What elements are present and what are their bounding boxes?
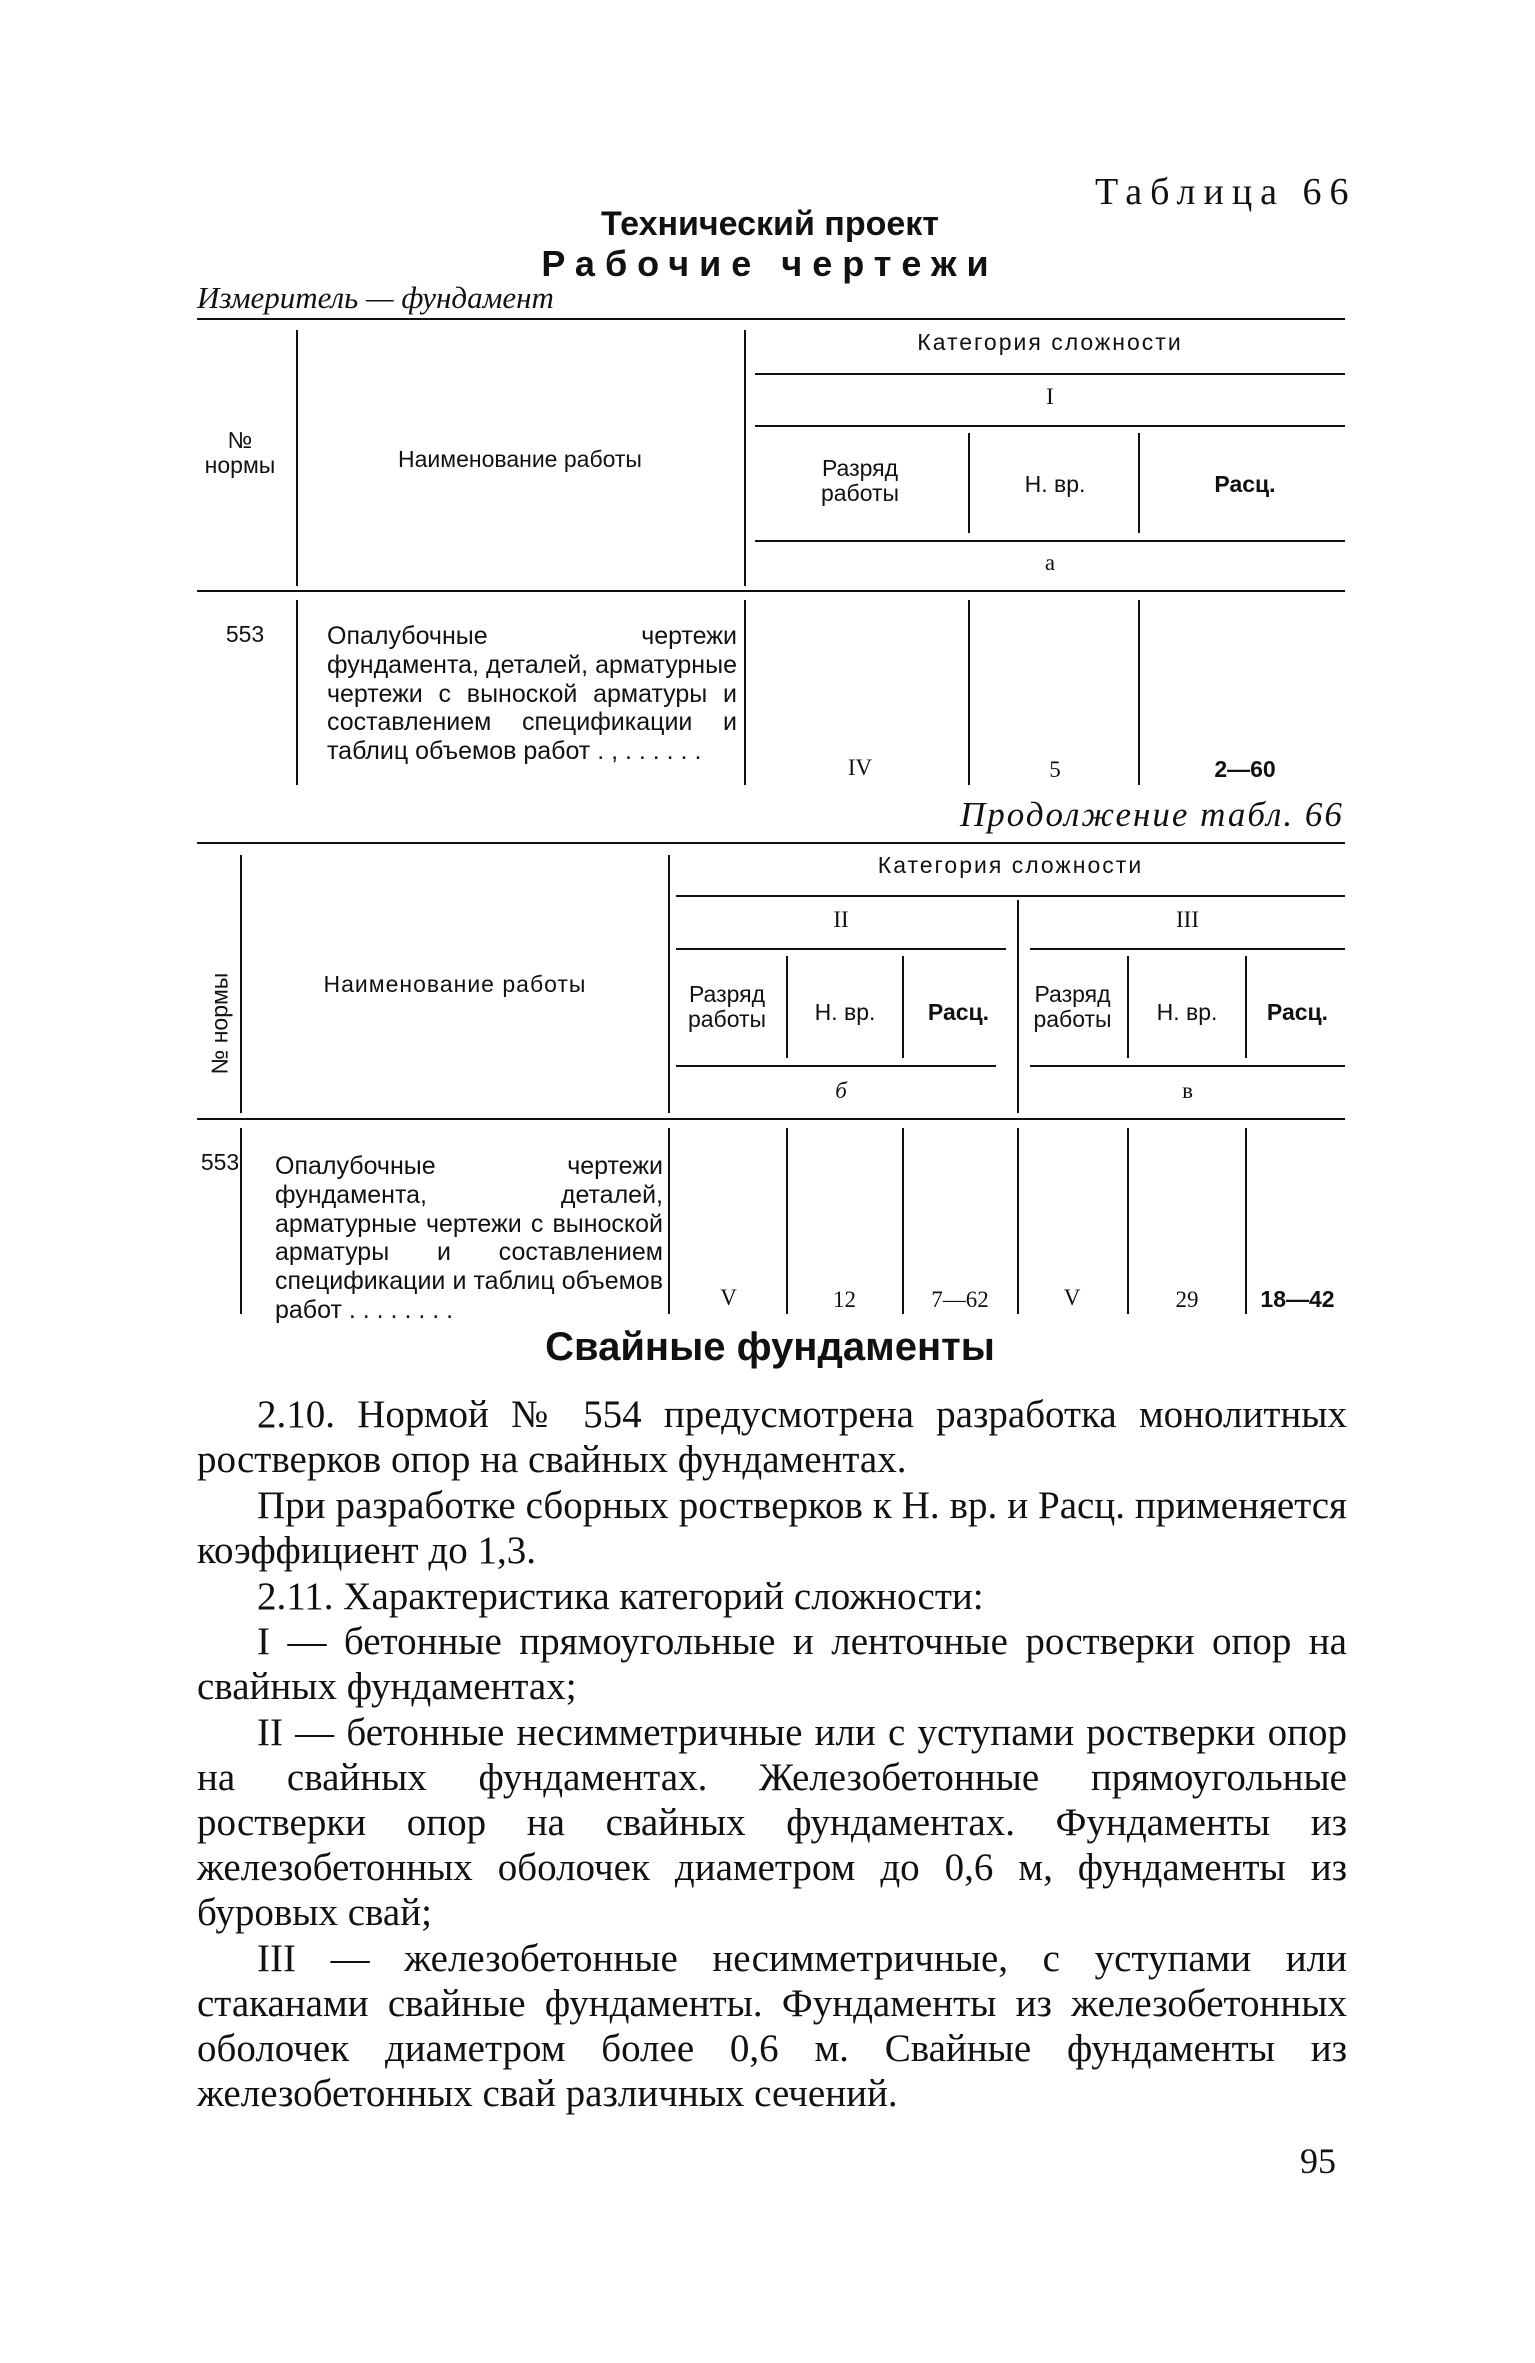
title-line-2: Рабочие чертежи <box>541 243 999 284</box>
t2-row-vline-6 <box>1127 1128 1129 1314</box>
t1-col-rate: Расц. <box>1214 471 1276 497</box>
t2-col-rate-3: Расц. <box>1266 999 1329 1025</box>
t1-col-grade: Разряд работы <box>820 455 900 507</box>
t2-level-3: III <box>1176 907 1199 932</box>
continuation-label: Продолжение табл. 66 <box>960 795 1344 834</box>
t2-col-grade-2: Разряд работы <box>687 981 767 1033</box>
t2-vline-mid <box>1017 900 1019 1113</box>
t2-rule-cat <box>676 895 1345 897</box>
paragraph-category-1: I — бетонные прямоугольные и ленточные ростверки опор на свайных фундаментах; <box>197 1620 1347 1708</box>
t1-vline-4 <box>1138 433 1140 533</box>
t2-row-grade-2: V <box>720 1285 737 1310</box>
t1-row-norm: 553 <box>225 621 265 647</box>
paragraph-coefficient: При разработке сборных ростверков к Н. вр. и Расц. применяется коэффициент до 1,3. <box>197 1484 1347 1572</box>
t2-row-grade-3: V <box>1063 1285 1081 1310</box>
paragraph-2-11: 2.11. Характеристика категорий сложности: <box>257 1575 984 1618</box>
t2-category-header: Категория сложности <box>877 852 1144 878</box>
t1-row-rate: 2—60 <box>1214 756 1276 782</box>
paragraph-2-10: 2.10. Нормой № 554 предусмотрена разработка монолитных ростверков опор на свайных фундаментах. <box>197 1393 1347 1481</box>
t2-vline-t3 <box>1245 956 1247 1058</box>
t2-row-time-3: 29 <box>1175 1287 1199 1312</box>
t2-rule-level-3 <box>1030 948 1345 950</box>
t1-vline-2 <box>744 330 746 586</box>
t2-vline-g3 <box>1127 956 1129 1058</box>
t2-row-vline-2 <box>668 1128 670 1314</box>
t2-vline-2 <box>668 855 670 1113</box>
t2-row-vline-4 <box>902 1128 904 1314</box>
t1-vline-3 <box>968 433 970 533</box>
t2-vline-t2 <box>902 956 904 1058</box>
t2-row-norm: 553 <box>200 1149 240 1175</box>
t1-category-level: I <box>1046 384 1054 409</box>
t2-row-vline-5 <box>1017 1128 1019 1314</box>
section-heading: Свайные фундаменты <box>545 1325 995 1369</box>
page-number: 95 <box>1300 2141 1336 2181</box>
t2-col-grade-3: Разряд работы <box>1033 981 1112 1033</box>
t2-letter-3: в <box>1182 1078 1193 1103</box>
t1-row-description: Опалубочные чертежи фундамента, деталей, арматурные чертежи с выноской арматуры и составлением спецификации и таблиц объемов работ . , . . . . . . <box>327 622 737 765</box>
t1-vline-1 <box>296 330 298 586</box>
t1-letter: а <box>1044 550 1056 575</box>
table-label: Таблица 66 <box>1095 171 1357 213</box>
t2-rule-level-2 <box>676 948 1006 950</box>
t1-rule-cols <box>755 540 1345 542</box>
t1-row-vline-1 <box>296 600 298 785</box>
paragraph-category-3: III — железобетонные несимметричные, с уступами или стаканами свайные фундаменты. Фундаменты из железобетонных оболочек диаметром более 0,6 м. Свайные фундаменты из железобетонных свай различных сечений. <box>197 1937 1347 2115</box>
t2-rule-cols-3 <box>1030 1065 1345 1067</box>
t2-level-2: II <box>833 907 849 932</box>
t2-row-rate-2: 7—62 <box>931 1287 989 1312</box>
t1-row-vline-2 <box>744 600 746 785</box>
measure-label: Измеритель — фундамент <box>197 280 554 315</box>
t1-row-vline-3 <box>968 600 970 785</box>
t2-row-vline-7 <box>1245 1128 1247 1314</box>
t2-top-rule <box>197 842 1345 844</box>
t2-row-rate-3: 18—42 <box>1260 1286 1335 1312</box>
t1-col-norm: № нормы <box>204 427 276 479</box>
t1-category-header: Категория сложности <box>917 329 1183 355</box>
t1-row-vline-4 <box>1138 600 1140 785</box>
t2-col-time-3: Н. вр. <box>1156 999 1218 1025</box>
t2-col-time-2: Н. вр. <box>814 999 876 1025</box>
t1-rule-level <box>755 425 1345 427</box>
t2-vline-g2 <box>786 956 788 1058</box>
t2-letter-2: б <box>835 1078 847 1103</box>
t1-col-name: Наименование работы <box>398 446 642 472</box>
t2-row-time-2: 12 <box>833 1287 856 1312</box>
t2-rule-cols-2 <box>676 1065 996 1067</box>
title-line-1: Технический проект <box>601 205 939 243</box>
t2-row-vline-3 <box>786 1128 788 1314</box>
t2-col-name: Наименование работы <box>323 971 587 997</box>
t1-col-time: Н. вр. <box>1024 471 1086 497</box>
t2-col-norm: № нормы <box>206 972 233 1075</box>
paragraph-category-2: II — бетонные несимметричные или с уступами ростверки опор на свайных фундаментах. Железобетонные прямоугольные ростверки опор на свайных фундаментах. Фундаменты из железобетонных оболочек диаметром до 0,6 м, фундаменты из буровых свай; <box>197 1711 1347 1934</box>
t1-row-time: 5 <box>1049 757 1061 782</box>
t1-row-grade: IV <box>847 755 873 780</box>
t1-top-rule <box>197 318 1345 320</box>
t2-col-rate-2: Расц. <box>927 999 990 1025</box>
t2-row-description: Опалубочные чертежи фундамента, деталей, арматурные чертежи с выноской арматуры и составлением спецификации и таблиц объемов работ . . . . . . . . <box>275 1152 663 1324</box>
t2-header-bottom-rule <box>197 1118 1345 1120</box>
t1-header-bottom-rule <box>197 590 1345 592</box>
t2-vline-1 <box>240 855 242 1113</box>
t1-rule-cat <box>755 373 1345 375</box>
